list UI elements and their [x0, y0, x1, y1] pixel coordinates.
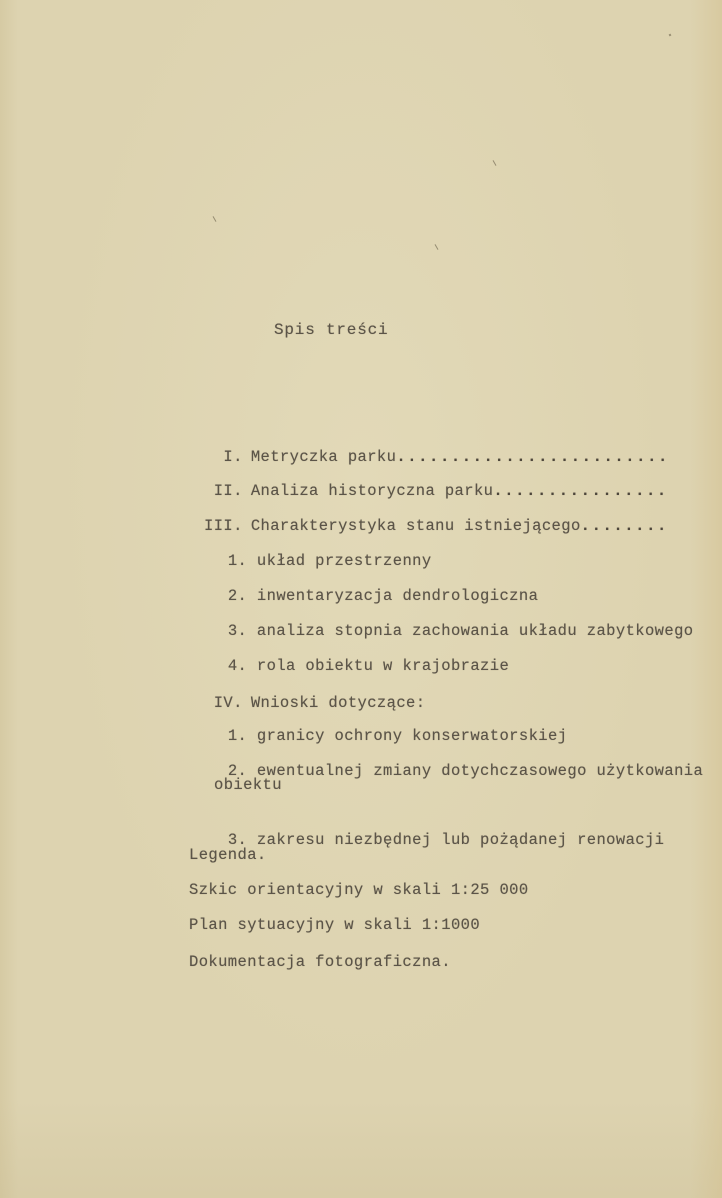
section-numeral: IV.: [213, 694, 243, 712]
section-label: Metryczka parku: [250, 448, 397, 466]
page-title: Spis treści: [274, 321, 389, 339]
subitem-label: inwentaryzacja dendrologiczna: [256, 587, 539, 605]
subitem-number: 3.: [227, 622, 248, 640]
section-label: Charakterystyka stanu istniejącego: [250, 517, 581, 535]
subitem-label: rola obiektu w krajobrazie: [256, 657, 510, 675]
subitem-number: 4.: [227, 657, 248, 675]
section-label: Analiza historyczna parku: [250, 482, 494, 500]
subitem-label: ewentualnej zmiany dotychczasowego użytkowania: [256, 762, 704, 780]
dot-leader: ........: [580, 517, 668, 535]
section-numeral: I.: [223, 448, 243, 466]
subitem-number: 1.: [227, 552, 248, 570]
paper-speck: [435, 244, 439, 250]
subitem-label: układ przestrzenny: [256, 552, 432, 570]
subitem-label: zakresu niezbędnej lub pożądanej renowacji: [256, 831, 665, 849]
subitem-label: granicy ochrony konserwatorskiej: [256, 727, 568, 745]
toc-subitem-continuation: obiektu: [214, 776, 282, 794]
subitem-number: 1.: [227, 727, 248, 745]
appendix-site-plan: Plan sytuacyjny w skali 1:1000: [189, 916, 481, 934]
paper-speck: [493, 160, 497, 166]
subitem-number: 3.: [227, 831, 248, 849]
section-label: Wnioski dotyczące:: [250, 694, 426, 712]
paper-speck: [213, 216, 217, 222]
subitem-number: 2.: [227, 587, 248, 605]
subitem-number: 2.: [227, 762, 248, 780]
section-numeral: II.: [213, 482, 243, 500]
dot-leader: ................: [493, 482, 668, 500]
appendix-legend: Legenda.: [189, 846, 267, 864]
appendix-orientation-sketch: Szkic orientacyjny w skali 1:25 000: [189, 881, 529, 899]
paper-speck: [669, 34, 672, 37]
appendix-photo-documentation: Dokumentacja fotograficzna.: [189, 953, 451, 971]
section-numeral: III.: [204, 517, 243, 535]
dot-leader: .........................: [396, 448, 669, 466]
subitem-label: analiza stopnia zachowania układu zabytkowego: [256, 622, 694, 640]
